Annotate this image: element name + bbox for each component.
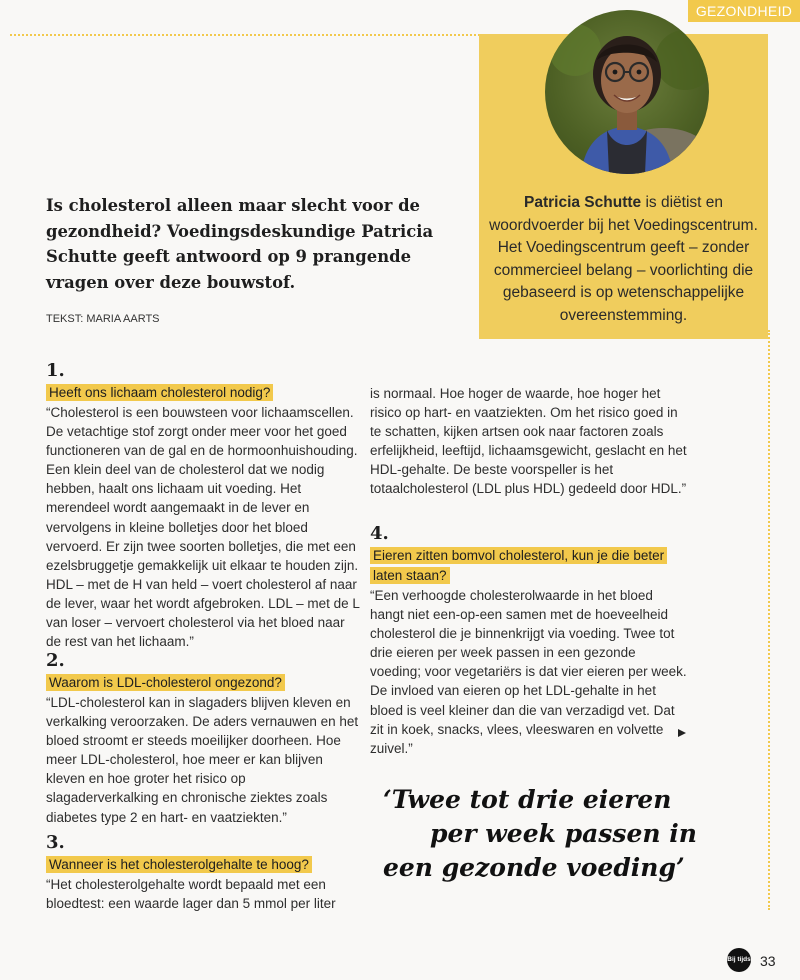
pull-quote-line: ‘Twee tot drie eieren: [383, 785, 672, 814]
qa-item-1: [46, 362, 361, 651]
right-dotted-divider: [768, 330, 770, 910]
answer-text: “Het cholesterolgehalte wordt bepaald met een bloedtest: een waarde lager dan 5 mmol per liter: [46, 877, 336, 912]
pull-quote: [383, 783, 723, 885]
answer-text: “Een verhoogde cholesterolwaarde in het bloed hangt niet een-op-een samen met de hoeveelheid cholesterol die je binnenkrijgt via voeding. Twee tot drie eieren per week passen in een gezonde voeding; voor vegetariërs is dat vier eieren per week. De invloed van eieren op het LDL-gehalte in het bloed is veel kleiner dan die van verzadigd vet. Dat zit in koek, snacks, vlees, vleeswaren en volvette zuivel.”: [370, 588, 687, 756]
question-number: 3.: [46, 832, 65, 853]
pull-quote-line: per week passen in: [430, 819, 697, 848]
question-heading: Eieren zitten bomvol cholesterol, kun je die beter laten staan?: [370, 547, 667, 584]
question-heading: Heeft ons lichaam cholesterol nodig?: [46, 384, 273, 401]
author-name: Patricia Schutte: [523, 194, 642, 211]
author-portrait: [545, 10, 709, 174]
intro-lead: Is cholesterol alleen maar slecht voor de gezondheid? Voedingsdeskundige Patricia Schutte geeft antwoord op 9 prangende vragen over deze bouwstof.: [46, 196, 434, 292]
answer-text: “Cholesterol is een bouwsteen voor lichaamscellen. De vetachtige stof zorgt onder meer voor het goed functioneren van de gal en de hormoonhuishouding. Een klein deel van de cholesterol dat we nodig hebben, haalt ons lichaam uit voeding. Het merendeel wordt aangemaakt in de lever en vervolgens in kleine bolletjes door het bloed vervoerd. Er zijn twee soorten bolletjes, die met een ezelsbruggetje gemakkelijk uit elkaar te houden zijn. HDL – met de H van held – voert cholesterol af naar de lever, waar het wordt afgebroken. LDL – met de L van loser – vervoert cholesterol via het bloed naar de rest van het lichaam.”: [46, 405, 360, 650]
qa-item-4: [370, 525, 690, 758]
author-credit: TEKST: MARIA AARTS: [46, 313, 160, 325]
question-number: 4.: [370, 523, 389, 544]
answer-continuation: is normaal. Hoe hoger de waarde, hoe hoger het risico op hart- en vaatziekten. Om het risico goed in te schatten, kijken artsen ook naar factoren zoals erfelijkheid, leeftijd, lichaamsgewicht, geslacht en het HDL-gehalte. De beste voorspeller is het totaalcholesterol (LDL plus HDL) gedeeld door HDL.”: [370, 386, 687, 497]
question-number: 1.: [46, 360, 65, 381]
top-dotted-divider: [10, 34, 480, 36]
qa-item-2: [46, 652, 361, 827]
pull-quote-line: een gezonde voeding’: [383, 853, 685, 882]
magazine-logo: Bij tijds: [727, 948, 751, 972]
portrait-illustration: [545, 10, 709, 174]
section-label: GEZONDHEID: [688, 0, 800, 22]
author-bio: [481, 192, 766, 328]
qa-item-3: [46, 834, 361, 913]
question-number: 2.: [46, 650, 65, 671]
answer-text: “LDL-cholesterol kan in slagaders blijven kleven en verkalking veroorzaken. De aders vernauwen en het bloed stroomt er steeds moeilijker doorheen. Hoe meer LDL-cholesterol, hoe meer er kan blijven kleven en hoe groter het risico op slagaderverkalking en chronische ziektes zoals diabetes type 2 en hart- en vaatziekten.”: [46, 695, 359, 825]
author-bio-text: is diëtist en woordvoerder bij het Voedingscentrum. Het Voedingscentrum geeft – zonder commercieel belang – voorlichting die gebaseerd is op wetenschappelijke overeenstemming.: [489, 194, 758, 324]
continue-arrow-icon: [678, 729, 686, 737]
question-heading: Waarom is LDL-cholesterol ongezond?: [46, 674, 285, 691]
page-number: 33: [760, 953, 776, 969]
question-heading: Wanneer is het cholesterolgehalte te hoog?: [46, 856, 312, 873]
